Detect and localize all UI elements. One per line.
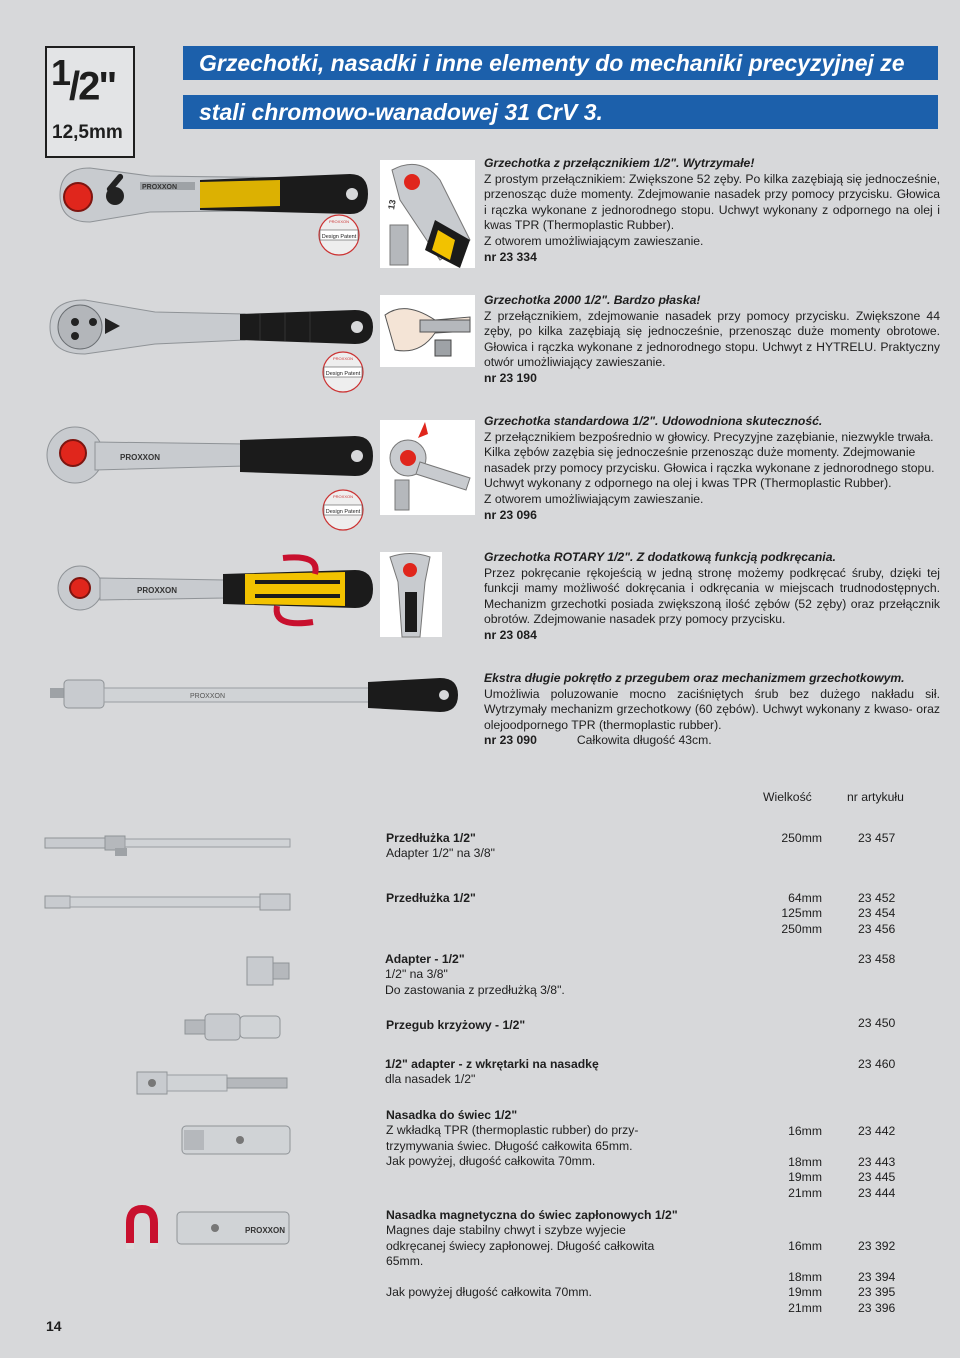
product-number-line (484, 733, 940, 749)
item-size: 21mm (788, 1186, 822, 1200)
item-nr: 23 395 (858, 1285, 896, 1299)
product-number: nr 23 190 (484, 370, 537, 385)
ratchet-23096-detail (380, 420, 475, 515)
product-extra: Z otworem umożliwiającym zawieszanie. (484, 491, 704, 506)
design-patent-badge (321, 488, 366, 533)
item-desc: trzymywania świec. Długość całkowita 65mm. (386, 1138, 633, 1153)
extension-23457-image (45, 830, 295, 860)
product-23190 (484, 293, 940, 387)
item-23450 (386, 1018, 525, 1033)
item-nr: 23 456 (858, 922, 896, 936)
adapter-23458-image (245, 955, 295, 990)
svg-text:Design Patent: Design Patent (325, 509, 361, 515)
item-nr: 23 442 (858, 1124, 896, 1138)
item-size: 250mm (781, 922, 822, 936)
title-line-1: Grzechotki, nasadki i inne elementy do mechaniki precyzyjnej ze (183, 46, 938, 80)
product-23084 (484, 550, 940, 644)
item-size: 16mm (788, 1239, 822, 1253)
item-size: 19mm (788, 1170, 822, 1184)
item-23452 (386, 891, 476, 906)
item-nr: 23 460 (858, 1057, 896, 1071)
item-size: 64mm (788, 891, 822, 905)
magnet-icon (122, 1205, 162, 1255)
product-extra: Z otworem umożliwiającym zawieszanie. (484, 233, 704, 248)
item-desc: Do zastowania z przedłużką 3/8". (385, 982, 565, 997)
svg-text:Design Patent: Design Patent (325, 371, 361, 377)
item-nr: 23 443 (858, 1155, 896, 1169)
product-number: nr 23 096 (484, 507, 537, 522)
item-nr: 23 452 (858, 891, 896, 905)
ratchet-23084-image (55, 552, 380, 630)
extension-23452-image (45, 888, 295, 918)
product-body: Przez pokręcanie rękojeścią w jedną stronę możemy podkręcać śruby, dzięki tej funkcji mamy możliwość dokręcania i odkręcania w miejscach trudnodostępnych. Mechanizm grzechotki posiada zwiększoną ilość zębów (52 zęby) oraz przełącznik obrotów. Zdejmowanie nasadek przy pomocy przycisku. (484, 565, 940, 627)
item-size: 19mm (788, 1285, 822, 1299)
item-nr: 23 396 (858, 1301, 896, 1315)
item-nr: 23 445 (858, 1170, 896, 1184)
item-name: 1/2" adapter - z wkrętarki na nasadkę (385, 1057, 599, 1071)
universal-joint-23450-image (183, 1010, 293, 1045)
item-name: Nasadka magnetyczna do świec zapłonowych 1/2" (386, 1208, 678, 1222)
svg-text:Design Patent: Design Patent (321, 234, 357, 240)
design-patent-badge (317, 213, 362, 258)
col-header-nr: nr artykułu (847, 790, 904, 804)
item-nr: 23 454 (858, 906, 896, 920)
size-fraction: $^1$/2" (51, 52, 116, 109)
item-name: Przegub krzyżowy - 1/2" (386, 1018, 526, 1032)
product-23096 (484, 414, 940, 523)
svg-text:PROXXON: PROXXON (332, 356, 354, 361)
item-nr: 23 444 (858, 1186, 896, 1200)
size-box (45, 46, 135, 158)
item-23442 (386, 1108, 638, 1170)
brand-label: PROXXON (120, 453, 161, 462)
brand-label: PROXXON (142, 184, 178, 191)
svg-text:13: 13 (386, 198, 398, 211)
item-size: 250mm (781, 831, 822, 845)
svg-text:PROXXON: PROXXON (328, 219, 350, 224)
item-23392 (386, 1208, 678, 1300)
item-size: 18mm (788, 1270, 822, 1284)
product-title: Grzechotka standardowa 1/2". Udowodniona skuteczność. (484, 414, 823, 428)
product-title: Grzechotka ROTARY 1/2". Z dodatkową funkcją podkręcania. (484, 550, 836, 564)
item-nr: 23 392 (858, 1239, 896, 1253)
brand-label: PROXXON (245, 1226, 286, 1235)
item-size: 16mm (788, 1124, 822, 1138)
product-body: Z prostym przełącznikiem: Zwiększone 52 zęby. Po kilka zazębiają się jednocześnie, przenosząc duże momenty. Zdejmowanie nasadek przy pomocy przycisku. Głowica i rączka wykonane z jednorodnego stopu. Uchwyt wykonany z odpornego na olej i kwas TPR (Thermoplastic Rubber). (484, 171, 940, 233)
brand-label: PROXXON (137, 586, 178, 595)
product-23334 (484, 156, 940, 265)
item-size: 125mm (781, 906, 822, 920)
item-name: Nasadka do świec 1/2" (386, 1108, 518, 1122)
magnetic-socket-image (175, 1208, 295, 1248)
item-desc: dla nasadek 1/2" (385, 1072, 476, 1087)
design-patent-badge (321, 350, 366, 395)
ratchet-23190-detail (380, 295, 475, 367)
item-desc: Jak powyżej, długość całkowita 70mm. (386, 1154, 596, 1169)
title-line-2: stali chromowo-wanadowej 31 CrV 3. (183, 95, 938, 129)
svg-text:PROXXON: PROXXON (332, 494, 354, 499)
item-desc: 1/2" na 3/8" (385, 967, 448, 982)
size-mm: 12,5mm (52, 122, 123, 143)
item-nr: 23 457 (858, 831, 896, 845)
product-title: Grzechotka 2000 1/2". Bardzo płaska! (484, 293, 701, 307)
adapter-23460-image (135, 1068, 295, 1098)
item-23460 (385, 1057, 599, 1088)
item-nr: 23 394 (858, 1270, 896, 1284)
page-number: 14 (46, 1318, 62, 1334)
ratchet-23084-detail (380, 552, 442, 637)
product-title: Ekstra długie pokrętło z przegubem oraz mechanizmem grzechotkowym. (484, 671, 905, 685)
item-desc: Z wkładką TPR (thermoplastic rubber) do przy- (386, 1123, 639, 1138)
item-desc: Jak powyżej długość całkowita 70mm. (386, 1285, 592, 1300)
product-23090 (484, 671, 940, 749)
item-nr: 23 450 (858, 1016, 896, 1030)
item-desc: Adapter 1/2" na 3/8" (386, 846, 495, 861)
spark-plug-socket-image (180, 1120, 295, 1160)
product-body: Umożliwia poluzowanie mocno zaciśniętych śrub bez dużego nakładu sił. Wytrzymały mechanizm grzechotkowy (60 zębów). Uchwyt wykonany z kwaso- oraz olejoodpornego TPR (thermoplastic rubber). (484, 686, 940, 732)
product-title: Grzechotka z przełącznikiem 1/2". Wytrzymałe! (484, 156, 755, 170)
item-desc: Magnes daje stabilny chwyt i szybze wyjecie (386, 1223, 626, 1238)
col-header-size: Wielkość (763, 790, 812, 804)
product-length: Całkowita długość 43cm. (576, 733, 712, 748)
item-name: Przedłużka 1/2" (386, 891, 476, 905)
item-nr: 23 458 (858, 952, 896, 966)
product-body: Z przełącznikiem bezpośrednio w głowicy. Precyzyjne zazębianie, niezwykle trwała. Kilka zębów zazębia się jednocześnie przenosząc duże momenty. Zdejmowanie nasadek przy pomocy przycisku. Głowica i rączka wykonane z jednorodnego stopu. Uchwyt wykonany z odpornego na olej i kwas TPR (Thermoplastic Rubber). (484, 429, 935, 491)
item-desc: 65mm. (386, 1254, 424, 1269)
item-size: 21mm (788, 1301, 822, 1315)
item-desc: odkręcanej świecy zapłonowej. Długość całkowita (386, 1238, 655, 1253)
item-size: 18mm (788, 1155, 822, 1169)
breaker-bar-23090-image (50, 672, 470, 722)
product-number: nr 23 084 (484, 627, 537, 642)
product-body: Z przełącznikiem, zdejmowanie nasadek przy pomocy przycisku. Zwiększone 44 zęby, po kilka zazębiają się jednocześnie, przenosząc duże momenty obrotowe. Głowica i rączka wykonane z jednorodnego stopu. Uchwyt z HYTRELU. Praktyczny otwór umożliwiający zawieszanie. (484, 308, 940, 370)
brand-label: PROXXON (190, 693, 226, 700)
item-23458 (385, 952, 565, 998)
ratchet-23334-detail (380, 160, 475, 268)
product-number: nr 23 090 (484, 733, 537, 748)
item-name: Przedłużka 1/2" (386, 831, 476, 845)
item-name: Adapter - 1/2" (385, 952, 465, 966)
item-23457 (386, 831, 495, 862)
product-number: nr 23 334 (484, 249, 537, 264)
